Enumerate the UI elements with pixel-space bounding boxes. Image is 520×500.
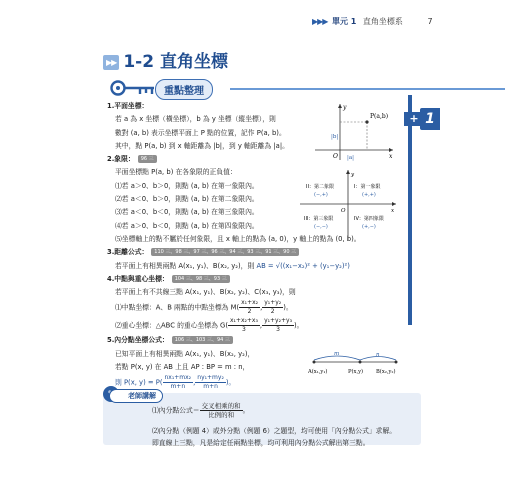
s5-formula-text: 則 P(x, y) = P( [115, 378, 163, 387]
division-x-fraction [163, 374, 194, 391]
key-points-ribbon [110, 77, 405, 99]
fraction-numerator: 交叉相乘的和 [201, 402, 241, 410]
s1-line-1: 若 a 為 x 坐標（橫坐標），b 為 y 坐標（縱坐標），則 [115, 115, 276, 124]
s5-line-1: 已知平面上有相異兩點 A(x₁, y₁)、B(x₂, y₂)， [115, 349, 255, 358]
origin-label: O [333, 153, 338, 160]
s1-line-3: 其中，點 P(a, b) 到 x 軸距離為 |b|，到 y 軸距離為 |a|。 [115, 141, 289, 150]
s3-line-1 [107, 260, 407, 273]
quadrant-2-label: II：第二象限 [306, 184, 334, 190]
s4-line-0: 若平面上有不共線三點 A(x₁, y₁)、B(x₂, y₂)、C(x₃, y₃)，則 [115, 288, 296, 297]
note-line-2-text: ⑵內分點（例題 4）或外分點（例題 6）之題型，均可使用「內分點公式」求解。 [152, 427, 397, 435]
fraction-numerator: x₁+x₂ [241, 299, 259, 307]
section-1-title: 1.平面坐標： [107, 102, 149, 110]
exam-badge: 104 三、98 三、93 三 [172, 275, 230, 283]
b-distance-label: |b| [331, 134, 339, 140]
s2-line-1: ⑴若 a＞0、b＞0，則點 (a, b) 在第一象限內。 [115, 181, 259, 190]
s2-line-3: ⑶若 a＜0、b＜0，則點 (a, b) 在第三象限內。 [115, 208, 259, 217]
section-4-title: 4.中點與重心坐標： [107, 274, 169, 283]
chevron-arrows-icon: ▶▶ [103, 55, 119, 70]
s2-line-4: ⑷若 a＞0、b＜0，則點 (a, b) 在第四象限內。 [115, 221, 259, 230]
s5-line-2: 若點 P(x, y) 在 AB 上且 AP : BP = m : n， [115, 363, 250, 372]
exam-badge: 96 三 [138, 155, 157, 163]
a-distance-label: |a| [347, 155, 354, 161]
fraction-denominator: 3 [276, 325, 280, 333]
s2-line-0: 平面坐標點 P(a, b) 在各象限的正負值： [115, 168, 237, 177]
ratio-m-label: m [334, 351, 340, 357]
quadrant-2-signs: (−,+) [314, 192, 328, 198]
x-axis-label: x [391, 208, 395, 214]
internal-division-figure [308, 350, 404, 378]
section-5-title: 5.內分點坐標公式： [107, 336, 169, 345]
section-2-title: 2.象限： [107, 155, 135, 164]
s1-line-2: 數對 (a, b) 表示坐標平面上 P 點的位置，記作 P(a, b)。 [115, 128, 286, 137]
s4-line-2: ⑵重心坐標：△ABC 的重心坐標為 G( $\frac{\text{x₁+x₂+x₃}}{3}$ , $\frac{\text{y₁+y₂+y₃}}{3}$ )。 [115, 316, 304, 333]
plus-icon: + [404, 112, 424, 126]
quadrant-4-signs: (+,−) [362, 224, 376, 230]
s3-text: 若平面上有相異兩點 A(x₁, y₁)、B(x₂, y₂)，則 [115, 261, 257, 270]
exam-badge: 110 三、98 三、97 三、96 三、94 三、93 三、91 三、90 三 [151, 248, 299, 256]
distance-formula: AB = √((x₁−x₂)² + (y₁−y₂)²) [256, 261, 350, 270]
coordinate-point-figure [305, 102, 395, 162]
triangle-arrows-icon: ▶▶▶ [312, 17, 328, 26]
chapter-tab: 1 [420, 108, 440, 130]
s2-line-2: ⑵若 a＜0、b＞0，則點 (a, b) 在第二象限內。 [115, 195, 259, 204]
note-line-1-suffix: 。 [242, 406, 250, 415]
fraction-numerator: y₁+y₂+y₃ [264, 316, 293, 324]
fraction-denominator: 3 [242, 325, 246, 333]
s4-line-1: ⑴中點坐標：A、B 兩點的中點坐標為 M( $\frac{\text{x₁+x₂}}{2}$ , $\frac{\text{y₁+y₂}}{2}$ )。 [115, 299, 293, 316]
point-b-label: B(x₂,y₂) [376, 369, 396, 375]
note-line-1-prefix: ⑴內分點公式＝ [152, 406, 200, 415]
s2-line-5: ⑸坐標軸上的點不屬於任何象限，且 x 軸上的點為 (a, 0)，y 軸上的點為 (0, b)。 [115, 234, 361, 243]
teacher-note-label: 老師講解 [109, 389, 163, 403]
division-y-fraction [195, 374, 226, 391]
fraction-denominator: m+n [203, 383, 218, 391]
section-3-title: 3.距離公式： [107, 248, 149, 257]
point-label: P(a,b) [370, 113, 389, 120]
side-bar [408, 95, 412, 325]
page-title [103, 47, 228, 72]
s4-midpoint-text: ⑴中點坐標：A、B 兩點的中點坐標為 M( [115, 303, 240, 312]
quadrant-1-label: I：第一象限 [354, 184, 381, 190]
x-axis-label: x [389, 153, 393, 160]
section-3-heading [107, 246, 407, 259]
centroid-y-fraction [262, 317, 294, 334]
note-line-1 [152, 402, 249, 419]
midpoint-y-fraction [262, 299, 283, 316]
s4-centroid-end: )。 [294, 321, 304, 330]
quadrant-3-label: III：第三象限 [304, 216, 334, 222]
midpoint-x-fraction [239, 299, 260, 316]
key-icon [110, 79, 156, 97]
y-axis-label: y [343, 104, 347, 111]
s4-midpoint-end: )。 [283, 303, 293, 312]
quadrant-4-label: IV：第四象限 [354, 216, 384, 222]
ratio-n-label: n [376, 352, 380, 358]
point-p-label: P(x,y) [348, 369, 364, 375]
note-fraction [200, 402, 243, 419]
fraction-numerator: y₁+y₂ [264, 299, 282, 307]
fraction-numerator: ny₁+my₂ [197, 374, 224, 382]
ribbon-divider [230, 88, 505, 90]
running-header [312, 16, 433, 27]
fraction-numerator: nx₁+mx₂ [164, 374, 192, 382]
s5-line-3: 則 P(x, y) = P( $\frac{\text{nx₁+mx₂}}{m+n}$ , $\frac{\text{ny₁+my₂}}{m+n}$ )。 [115, 374, 236, 391]
page-title-text: 1-2 直角坐標 [123, 52, 228, 72]
quadrant-figure [298, 168, 398, 242]
exam-badge: 106 三、103 三、94 三 [172, 336, 233, 344]
fraction-numerator: x₁+x₂+x₃ [229, 316, 258, 324]
origin-label: O [341, 208, 346, 214]
point-a-label: A(x₁,y₁) [308, 369, 328, 375]
section-5-heading [107, 334, 407, 347]
quadrant-1-signs: (+,+) [362, 192, 376, 198]
y-axis-label: y [351, 172, 355, 178]
note-line-2 [152, 425, 396, 449]
fraction-denominator: m+n [170, 383, 186, 391]
section-label: 直角坐標系 [362, 17, 403, 26]
ribbon-label: 重點整理 [155, 79, 213, 100]
section-4-heading [107, 273, 407, 286]
s4-centroid-text: ⑵重心坐標：△ABC 的重心坐標為 G( [115, 321, 228, 330]
fraction-denominator: 比例的和 [208, 411, 235, 419]
fraction-denominator: 2 [270, 308, 275, 316]
s5-formula-end: )。 [225, 378, 236, 387]
unit-label: 單元 1 [332, 17, 357, 26]
centroid-x-fraction [228, 317, 260, 334]
note-line-3-text: 即直線上三點，凡是給定任兩點坐標，均可利用內分點公式解出第三點。 [152, 439, 370, 447]
quadrant-3-signs: (−,−) [314, 224, 328, 230]
fraction-denominator: 2 [247, 308, 252, 316]
page-number: 7 [427, 17, 433, 26]
